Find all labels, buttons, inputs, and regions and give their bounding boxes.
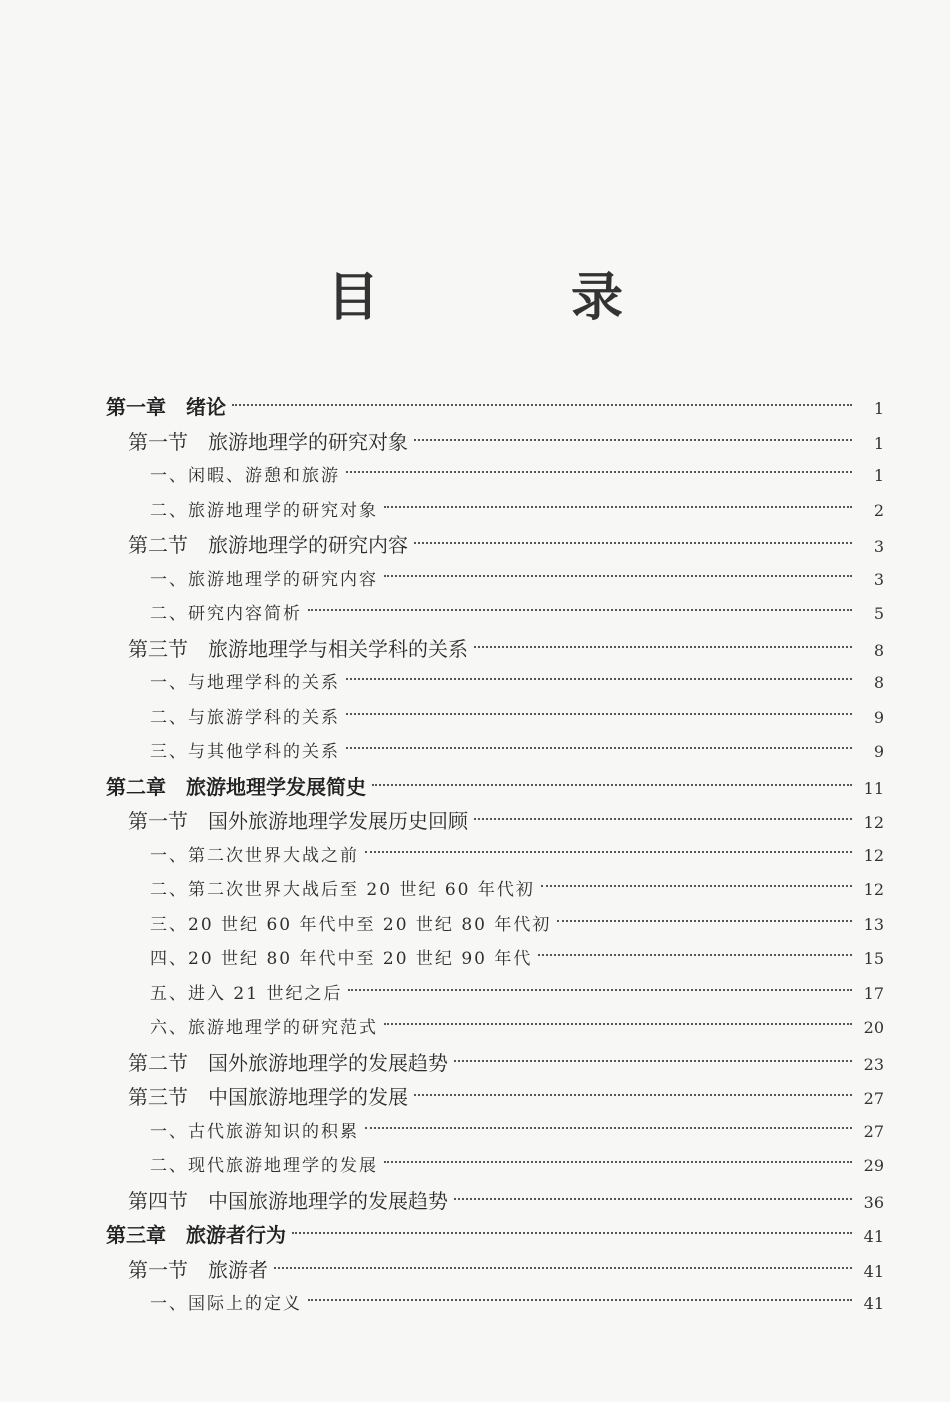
toc-entry-label: 三、与其他学科的关系	[150, 742, 340, 762]
toc-entry-page: 23	[863, 1054, 884, 1074]
toc-entry-page: 9	[873, 742, 884, 761]
toc-entry[interactable]	[106, 1218, 884, 1252]
toc-entry[interactable]	[150, 1149, 884, 1183]
dot-leader	[557, 920, 852, 922]
toc-entry-page: 5	[873, 604, 884, 623]
toc-entry[interactable]	[150, 1115, 884, 1149]
toc-entry-page: 41	[863, 1261, 884, 1281]
dot-leader	[308, 609, 852, 611]
toc-entry-label: 三、20 世纪 60 年代中至 20 世纪 80 年代初	[150, 914, 552, 935]
toc-entry-label: 第三节 旅游地理学与相关学科的关系	[128, 636, 468, 661]
dot-leader	[474, 646, 852, 648]
toc-entry-page: 27	[863, 1121, 884, 1141]
toc-entry[interactable]	[128, 1184, 884, 1218]
dot-leader	[346, 713, 852, 715]
dot-leader	[414, 439, 852, 441]
toc-entry-label: 第二节 国外旅游地理学的发展趋势	[128, 1050, 448, 1075]
toc-entry-label: 一、闲暇、游憩和旅游	[150, 466, 340, 486]
toc-entry-page: 9	[873, 707, 884, 727]
dot-leader	[372, 784, 852, 786]
toc-entry-page: 12	[863, 880, 884, 899]
dot-leader	[414, 1094, 852, 1096]
dot-leader	[346, 471, 852, 473]
toc-entry-page: 8	[873, 640, 884, 660]
toc-entry-page: 1	[873, 399, 884, 418]
toc-entry-label: 五、进入 21 世纪之后	[150, 983, 343, 1004]
toc-entry-label: 一、第二次世界大战之前	[150, 845, 359, 866]
toc-entry-label: 第三节 中国旅游地理学的发展	[128, 1085, 408, 1109]
dot-leader	[454, 1198, 852, 1200]
toc-entry[interactable]	[150, 1287, 884, 1321]
dot-leader	[384, 1161, 852, 1163]
toc-entry-page: 41	[863, 1227, 884, 1246]
toc-entry[interactable]	[128, 1253, 884, 1287]
dot-leader	[365, 851, 852, 853]
toc-entry-label: 二、第二次世界大战后至 20 世纪 60 年代初	[150, 880, 535, 900]
toc-entry[interactable]	[150, 597, 884, 631]
toc-entry[interactable]	[128, 1046, 884, 1080]
toc-entry-label: 第一节 国外旅游地理学发展历史回顾	[128, 809, 468, 833]
toc-entry-label: 二、研究内容简析	[150, 604, 302, 624]
toc-entry[interactable]	[150, 942, 884, 976]
dot-leader	[384, 1023, 852, 1025]
toc-entry-page: 36	[863, 1192, 884, 1212]
toc-entry-page: 8	[873, 673, 884, 692]
toc-entry[interactable]	[150, 494, 884, 528]
dot-leader	[365, 1127, 852, 1129]
dot-leader	[274, 1267, 852, 1269]
toc-entry[interactable]	[150, 1011, 884, 1045]
toc-entry-label: 一、国际上的定义	[150, 1294, 302, 1314]
toc-entry[interactable]	[150, 666, 884, 700]
toc-entry[interactable]	[150, 735, 884, 769]
toc-entry[interactable]	[150, 873, 884, 907]
dot-leader	[308, 1299, 852, 1301]
toc-entry[interactable]	[150, 563, 884, 597]
toc-entry-page: 41	[863, 1294, 884, 1313]
toc-entry-page: 27	[863, 1089, 884, 1108]
toc-entry-page: 1	[873, 466, 884, 485]
toc-entry-page: 12	[863, 845, 884, 865]
dot-leader	[541, 885, 852, 887]
toc-entry[interactable]	[150, 701, 884, 735]
toc-entry-label: 第三章 旅游者行为	[106, 1223, 286, 1247]
toc-entry-label: 二、与旅游学科的关系	[150, 707, 340, 728]
toc-entry-page: 11	[863, 778, 884, 798]
toc-entry-label: 一、旅游地理学的研究内容	[150, 569, 378, 590]
dot-leader	[346, 678, 852, 680]
toc-entry-label: 第一节 旅游地理学的研究对象	[128, 429, 408, 454]
dot-leader	[538, 954, 852, 956]
toc-entry[interactable]	[128, 528, 884, 562]
toc-entry[interactable]	[106, 390, 884, 424]
dot-leader	[232, 404, 852, 406]
toc-entry[interactable]	[150, 908, 884, 942]
toc-entry[interactable]	[106, 770, 884, 804]
toc-entry-page: 15	[863, 949, 884, 968]
toc-entry-label: 四、20 世纪 80 年代中至 20 世纪 90 年代	[150, 949, 533, 969]
toc-entry-label: 第一节 旅游者	[128, 1257, 268, 1282]
dot-leader	[474, 818, 852, 820]
toc-entry-label: 二、旅游地理学的研究对象	[150, 500, 378, 521]
dot-leader	[384, 506, 852, 508]
toc-entry-page: 29	[863, 1156, 884, 1175]
toc-entry-page: 20	[863, 1018, 884, 1037]
toc-entry[interactable]	[150, 839, 884, 873]
dot-leader	[454, 1060, 852, 1062]
toc-entry-page: 3	[873, 569, 884, 589]
toc-entry-page: 3	[873, 537, 884, 556]
toc-entry-label: 第四节 中国旅游地理学的发展趋势	[128, 1188, 448, 1213]
toc-entry-label: 一、古代旅游知识的积累	[150, 1121, 359, 1142]
toc-entry[interactable]	[150, 459, 884, 493]
dot-leader	[292, 1232, 852, 1234]
toc-entry-page: 12	[863, 813, 884, 832]
toc-entry-page: 2	[873, 500, 884, 520]
toc-entry-label: 第二章 旅游地理学发展简史	[106, 774, 366, 799]
toc-entry-page: 17	[863, 983, 884, 1003]
dot-leader	[346, 747, 852, 749]
toc-entry-label: 六、旅游地理学的研究范式	[150, 1018, 378, 1038]
toc-entry-label: 第一章 绪论	[106, 395, 226, 419]
toc-entry-label: 二、现代旅游地理学的发展	[150, 1156, 378, 1176]
toc-entry[interactable]	[128, 1080, 884, 1114]
page-title: 目 录	[326, 267, 693, 328]
toc-entry-page: 13	[863, 914, 884, 934]
dot-leader	[348, 989, 852, 991]
toc-entry[interactable]	[128, 632, 884, 666]
toc-entry[interactable]	[128, 804, 884, 838]
dot-leader	[414, 542, 852, 544]
toc-entry-label: 第二节 旅游地理学的研究内容	[128, 533, 408, 557]
dot-leader	[384, 575, 852, 577]
toc-entry-page: 1	[873, 433, 884, 453]
toc-entry[interactable]	[150, 977, 884, 1011]
toc-entry[interactable]	[128, 425, 884, 459]
toc-entry-label: 一、与地理学科的关系	[150, 673, 340, 693]
